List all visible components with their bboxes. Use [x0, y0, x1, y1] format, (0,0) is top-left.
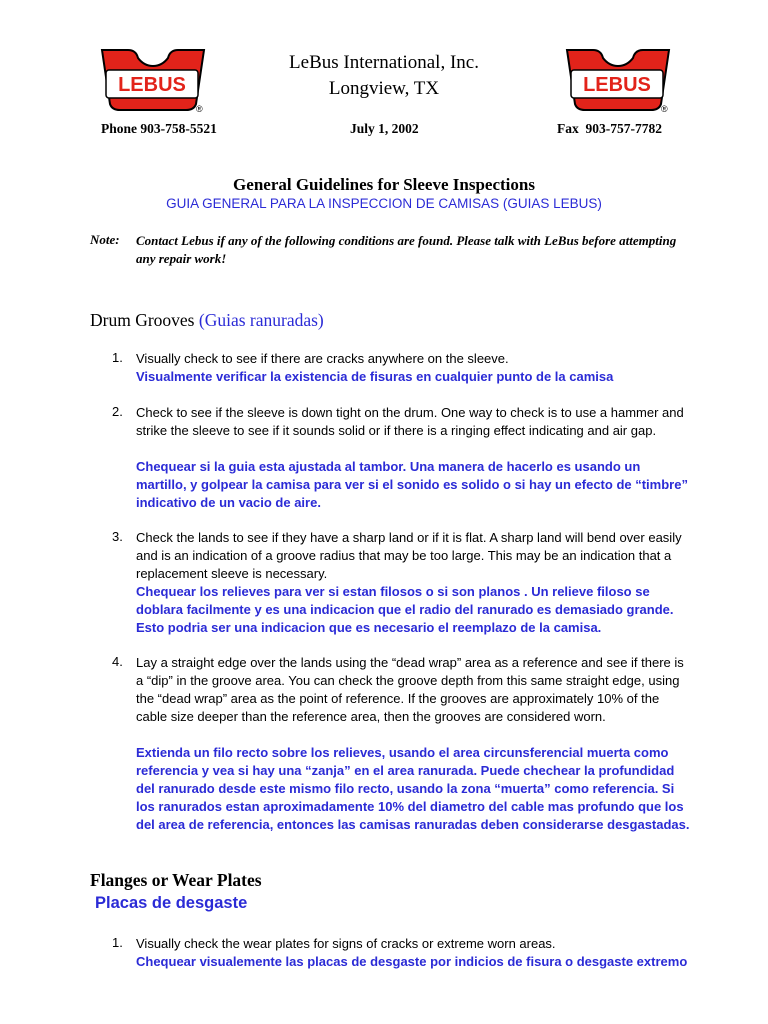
registered-mark: ® — [661, 104, 668, 114]
item-number: 4. — [112, 654, 123, 669]
item-text-es: Chequear visualemente las placas de desgaste por indicios de fisura o desgaste extremo — [136, 954, 688, 969]
item-number: 2. — [112, 404, 123, 419]
company-location: Longview, TX — [328, 78, 440, 99]
section-heading-drum-grooves — [90, 310, 324, 331]
note-label: Note: — [90, 232, 120, 247]
company-header — [0, 50, 768, 102]
item-text-en: Visually check to see if there are cracks anywhere on the sleeve. — [136, 351, 509, 366]
logo-text: LEBUS — [118, 74, 186, 96]
item-text-en: Visually check the wear plates for signs of cracks or extreme worn areas. — [136, 936, 556, 951]
section-heading-flanges: Flanges or Wear Plates — [90, 870, 262, 890]
item-number: 3. — [112, 529, 123, 544]
item-text-es: Chequear los relieves para ver si estan filosos o si son planos . Un relieve filoso se doblara facilmente y es una indicacion que el radio del ranurado es demasiado grande. Esto podria ser una indicacion que es necesario el reemplazo de la camisa. — [136, 584, 674, 635]
company-name: LeBus International, Inc. — [289, 52, 479, 73]
document-subtitle: GUIA GENERAL PARA LA INSPECCION DE CAMISAS (GUIAS LEBUS) — [166, 196, 602, 211]
section-heading-en: Drum Grooves — [90, 310, 195, 330]
item-text-en: Lay a straight edge over the lands using the “dead wrap” area as a reference and see if there is a “dip” in the groove area. You can check the groove depth from this same straight edge, using the “dead wrap” area as the point of reference. If the grooves are approximately 10% of the cable size deeper than the reference area, then the grooves are considered worn. — [136, 655, 684, 724]
item-number: 1. — [112, 350, 123, 365]
section-heading-es: Placas de desgaste — [95, 894, 248, 912]
section-heading-es: (Guias ranuradas) — [198, 310, 324, 330]
item-text-es: Extienda un filo recto sobre los relieves, usando el area circunsferencial muerta como referencia y vea si hay una “zanja” en el area ranurada. Puede chechear la profundidad del ranurado desde este mismo filo recto, usando la zona “muerta” como referencia. Si los ranurados estan aproximadamente 10% del diametro del cable mas profundo que los del area de referencia, entonces las camisas ranuradas deben considerarse desgastadas. — [136, 745, 690, 832]
phone-number: Phone 903-758-5521 — [101, 121, 217, 136]
registered-mark: ® — [196, 104, 203, 114]
document-date: July 1, 2002 — [350, 121, 419, 136]
logo-text: LEBUS — [583, 74, 651, 96]
item-text-es: Visualmente verificar la existencia de fisuras en cualquier punto de la camisa — [136, 369, 614, 384]
fax-number: Fax 903-757-7782 — [557, 121, 662, 136]
item-text-en: Check to see if the sleeve is down tight on the drum. One way to check is to use a hammer and strike the sleeve to see if it sounds solid or if there is a ringing effect indicating and air gap. — [136, 405, 684, 438]
document-title: General Guidelines for Sleeve Inspections — [233, 175, 535, 194]
note-text: Contact Lebus if any of the following conditions are found. Please talk with LeBus before attempting any repair work! — [136, 233, 677, 266]
item-text-en: Check the lands to see if they have a sharp land or if it is flat. A sharp land will bend over easily and is an indication of a groove radius that may be too large. This may be an indication that a replacement sleeve is necessary. — [136, 530, 682, 581]
item-text-es: Chequear si la guia esta ajustada al tambor. Una manera de hacerlo es usando un martillo, y golpear la camisa para ver si el sonido es solido o si hay un efecto de “timbre” indicativo de un vacio de aire. — [136, 459, 688, 510]
item-number: 1. — [112, 935, 123, 950]
